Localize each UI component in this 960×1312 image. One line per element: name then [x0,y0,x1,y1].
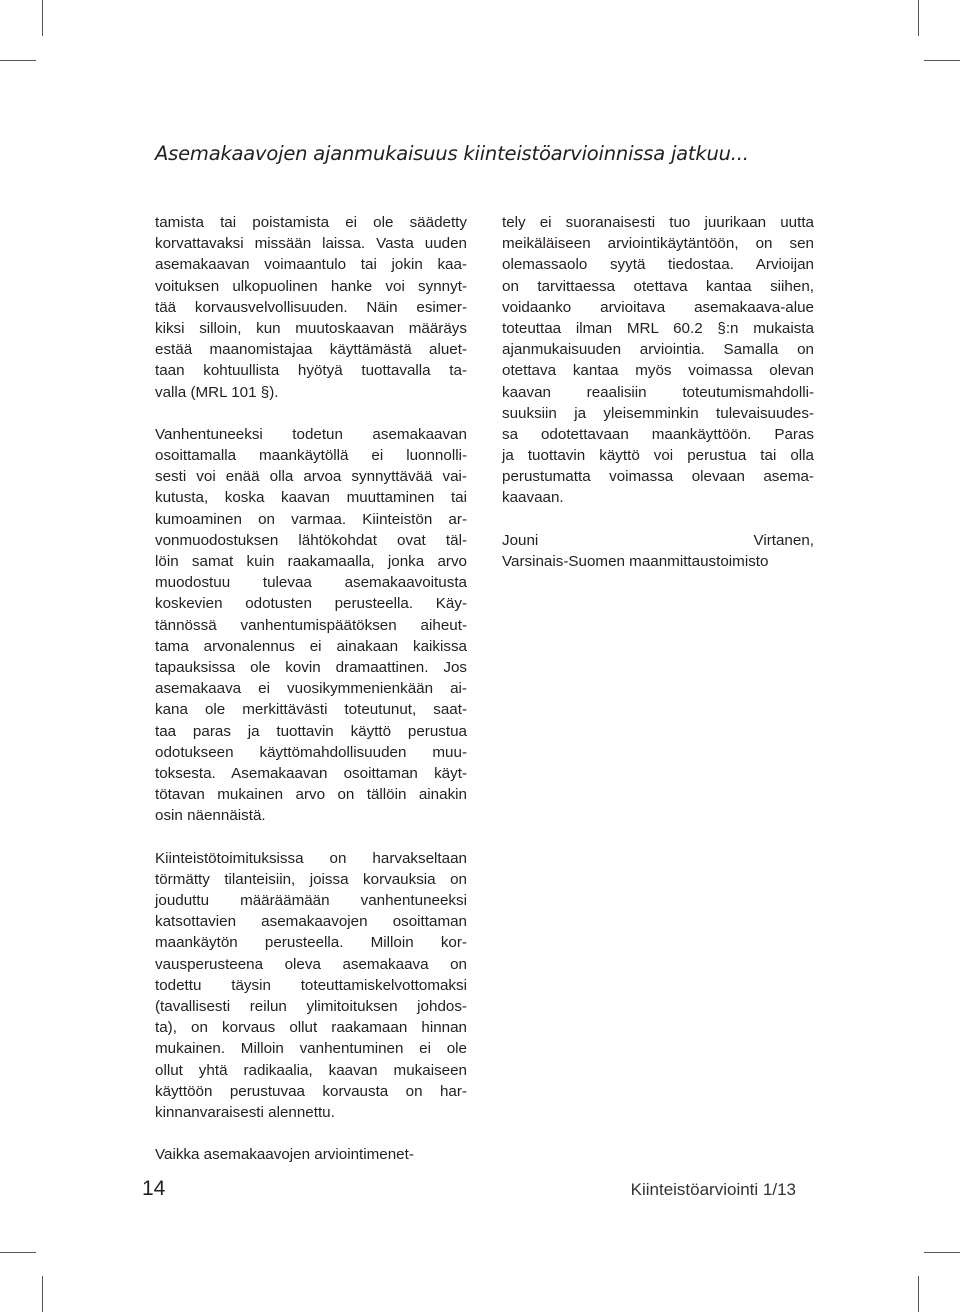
text-line: kutusta, koska kaavan muuttaminen tai [155,489,467,507]
right-text-column [502,212,814,593]
text-line: (tavallisesti reilun ylimitoituksen johdos- [155,997,467,1015]
text-line: voituksen ulkopuolinen hanke voi synnyt- [155,277,467,295]
text-line: jouduttu määräämään vanhentuneeksi [155,892,467,909]
text-line: tama arvonalennus ei ainakaan kaikissa [155,637,467,655]
text-line: käyttöön perustuvaa korvausta on har- [155,1082,467,1100]
crop-mark [918,0,919,36]
text-line: mukainen. Milloin vanhentuminen ei ole [155,1040,467,1058]
text-line: tamista tai poistamista ei ole säädetty [155,214,467,231]
text-line: Vanhentuneeksi todetun asemakaavan [155,425,467,443]
crop-mark [0,60,36,61]
paragraph [155,212,467,403]
text-line: tännössä vanhentumispäätöksen aiheut- [155,616,467,634]
text-line: meikäläiseen arviointikäytäntöön, on sen [502,235,814,253]
text-line: osin näennäistä. [155,807,266,825]
text-line: otettava kantaa myös voimassa olevan [502,362,814,380]
text-line: tötavan mukainen arvo on tällöin ainakin [155,786,467,804]
text-line: ajanmukaisuuden arviointia. Samalla on [502,341,814,359]
text-line: maankäytön perusteella. Milloin kor- [155,934,467,952]
paragraph [502,212,814,509]
paragraph [155,848,467,1123]
text-line: suuksiin ja yleisemminkin tulevaisuudes- [502,404,814,422]
crop-mark [42,0,43,36]
text-line: asemakaavan voimaantulo tai jokin kaa- [155,256,467,274]
crop-mark [924,1252,960,1253]
text-line: Kiinteistötoimituksissa on harvakseltaan [155,849,467,867]
text-line: perustumatta voimassa olevaan asema- [502,468,814,486]
text-line: estää maanomistajaa käyttämästä aluet- [155,341,467,359]
text-line: tapauksissa ole kovin dramaattinen. Jos [155,658,467,676]
text-line: Vaikka asemakaavojen arviointimenet- [155,1146,414,1164]
text-line: kiksi silloin, kun muutoskaavan määräys [155,319,467,337]
text-line: törmätty tilanteisiin, joissa korvauksia on [155,870,467,888]
journal-name: Kiinteistöarviointi 1/13 [630,1180,796,1199]
text-line: ollut yhtä radikaalia, kaavan mukaiseen [155,1061,467,1079]
paragraph [155,424,467,827]
text-line: Varsinais-Suomen maanmittaustoimisto [502,553,769,570]
text-line: ja tuottavin käyttö voi perustua tai olla [502,447,814,465]
text-line: vausperusteena oleva asemakaava on [155,955,467,973]
crop-mark [924,60,960,61]
text-line: taan kohtuullista hyötyä tuottavalla ta- [155,362,467,380]
text-line: kinnanvaraisesti alennettu. [155,1103,335,1121]
text-line: osoittamalla maankäytöllä ei luonnolli- [155,447,467,465]
paragraph [502,530,814,572]
text-line: muodostuu tulevaa asemakaavoitusta [155,574,467,592]
text-line: kumoaminen on varmaa. Kiinteistön ar- [155,510,467,528]
text-line: tää korvausvelvollisuuden. Näin esimer- [155,298,467,316]
text-line: toksesta. Asemakaavan osoittaman käyt- [155,764,467,782]
text-line: valla (MRL 101 §). [155,383,279,401]
text-line: vonmuodostuksen lähtökohdat ovat täl- [155,531,467,549]
text-line: kaavaan. [502,489,564,507]
text-line: todettu täysin toteuttamiskelvottomaksi [155,976,467,994]
text-line: korvattavaksi missään laissa. Vasta uuden [155,235,467,253]
text-line: asemakaava ei vuosikymmenienkään ai- [155,680,467,698]
text-line: olemassaolo syytä tiedostaa. Arvioijan [502,256,814,274]
page-number: 14 [142,1177,166,1200]
text-line: odotukseen käyttömahdollisuuden muu- [155,743,467,761]
text-line: kana ole merkittävästi toteutunut, saat- [155,701,467,719]
text-line: taa paras ja tuottavin käyttö perustua [155,722,467,740]
crop-mark [918,1276,919,1312]
page-heading: Asemakaavojen ajanmukaisuus kiinteistöarvioinnissa jatkuu... [155,142,749,165]
text-line: löin samat kuin raakamaalla, jonka arvo [155,553,467,570]
text-line: katsottavien asemakaavojen osoittaman [155,913,467,931]
crop-mark [42,1276,43,1312]
text-line: kaavan reaalisiin toteutumismahdolli- [502,383,814,401]
crop-mark [0,1252,36,1253]
text-line: toteuttaa ilman MRL 60.2 §:n mukaista [502,319,814,337]
paragraph [155,1144,467,1165]
text-line: on tarvittaessa otettava kantaa siihen, [502,277,814,295]
text-line: koskevien odotusten perusteella. Käy- [155,595,467,613]
text-line: sa odotettavaan maankäyttöön. Paras [502,425,814,443]
text-line: Jouni Virtanen, [502,531,814,549]
left-text-column [155,212,467,1187]
text-line: sesti voi enää olla arvoa synnyttävää vai- [155,468,467,486]
text-line: tely ei suoranaisesti tuo juurikaan uutta [502,214,814,231]
text-line: voidaanko arvioitava asemakaava-alue [502,298,814,316]
text-line: ta), on korvaus ollut raakamaan hinnan [155,1019,467,1037]
